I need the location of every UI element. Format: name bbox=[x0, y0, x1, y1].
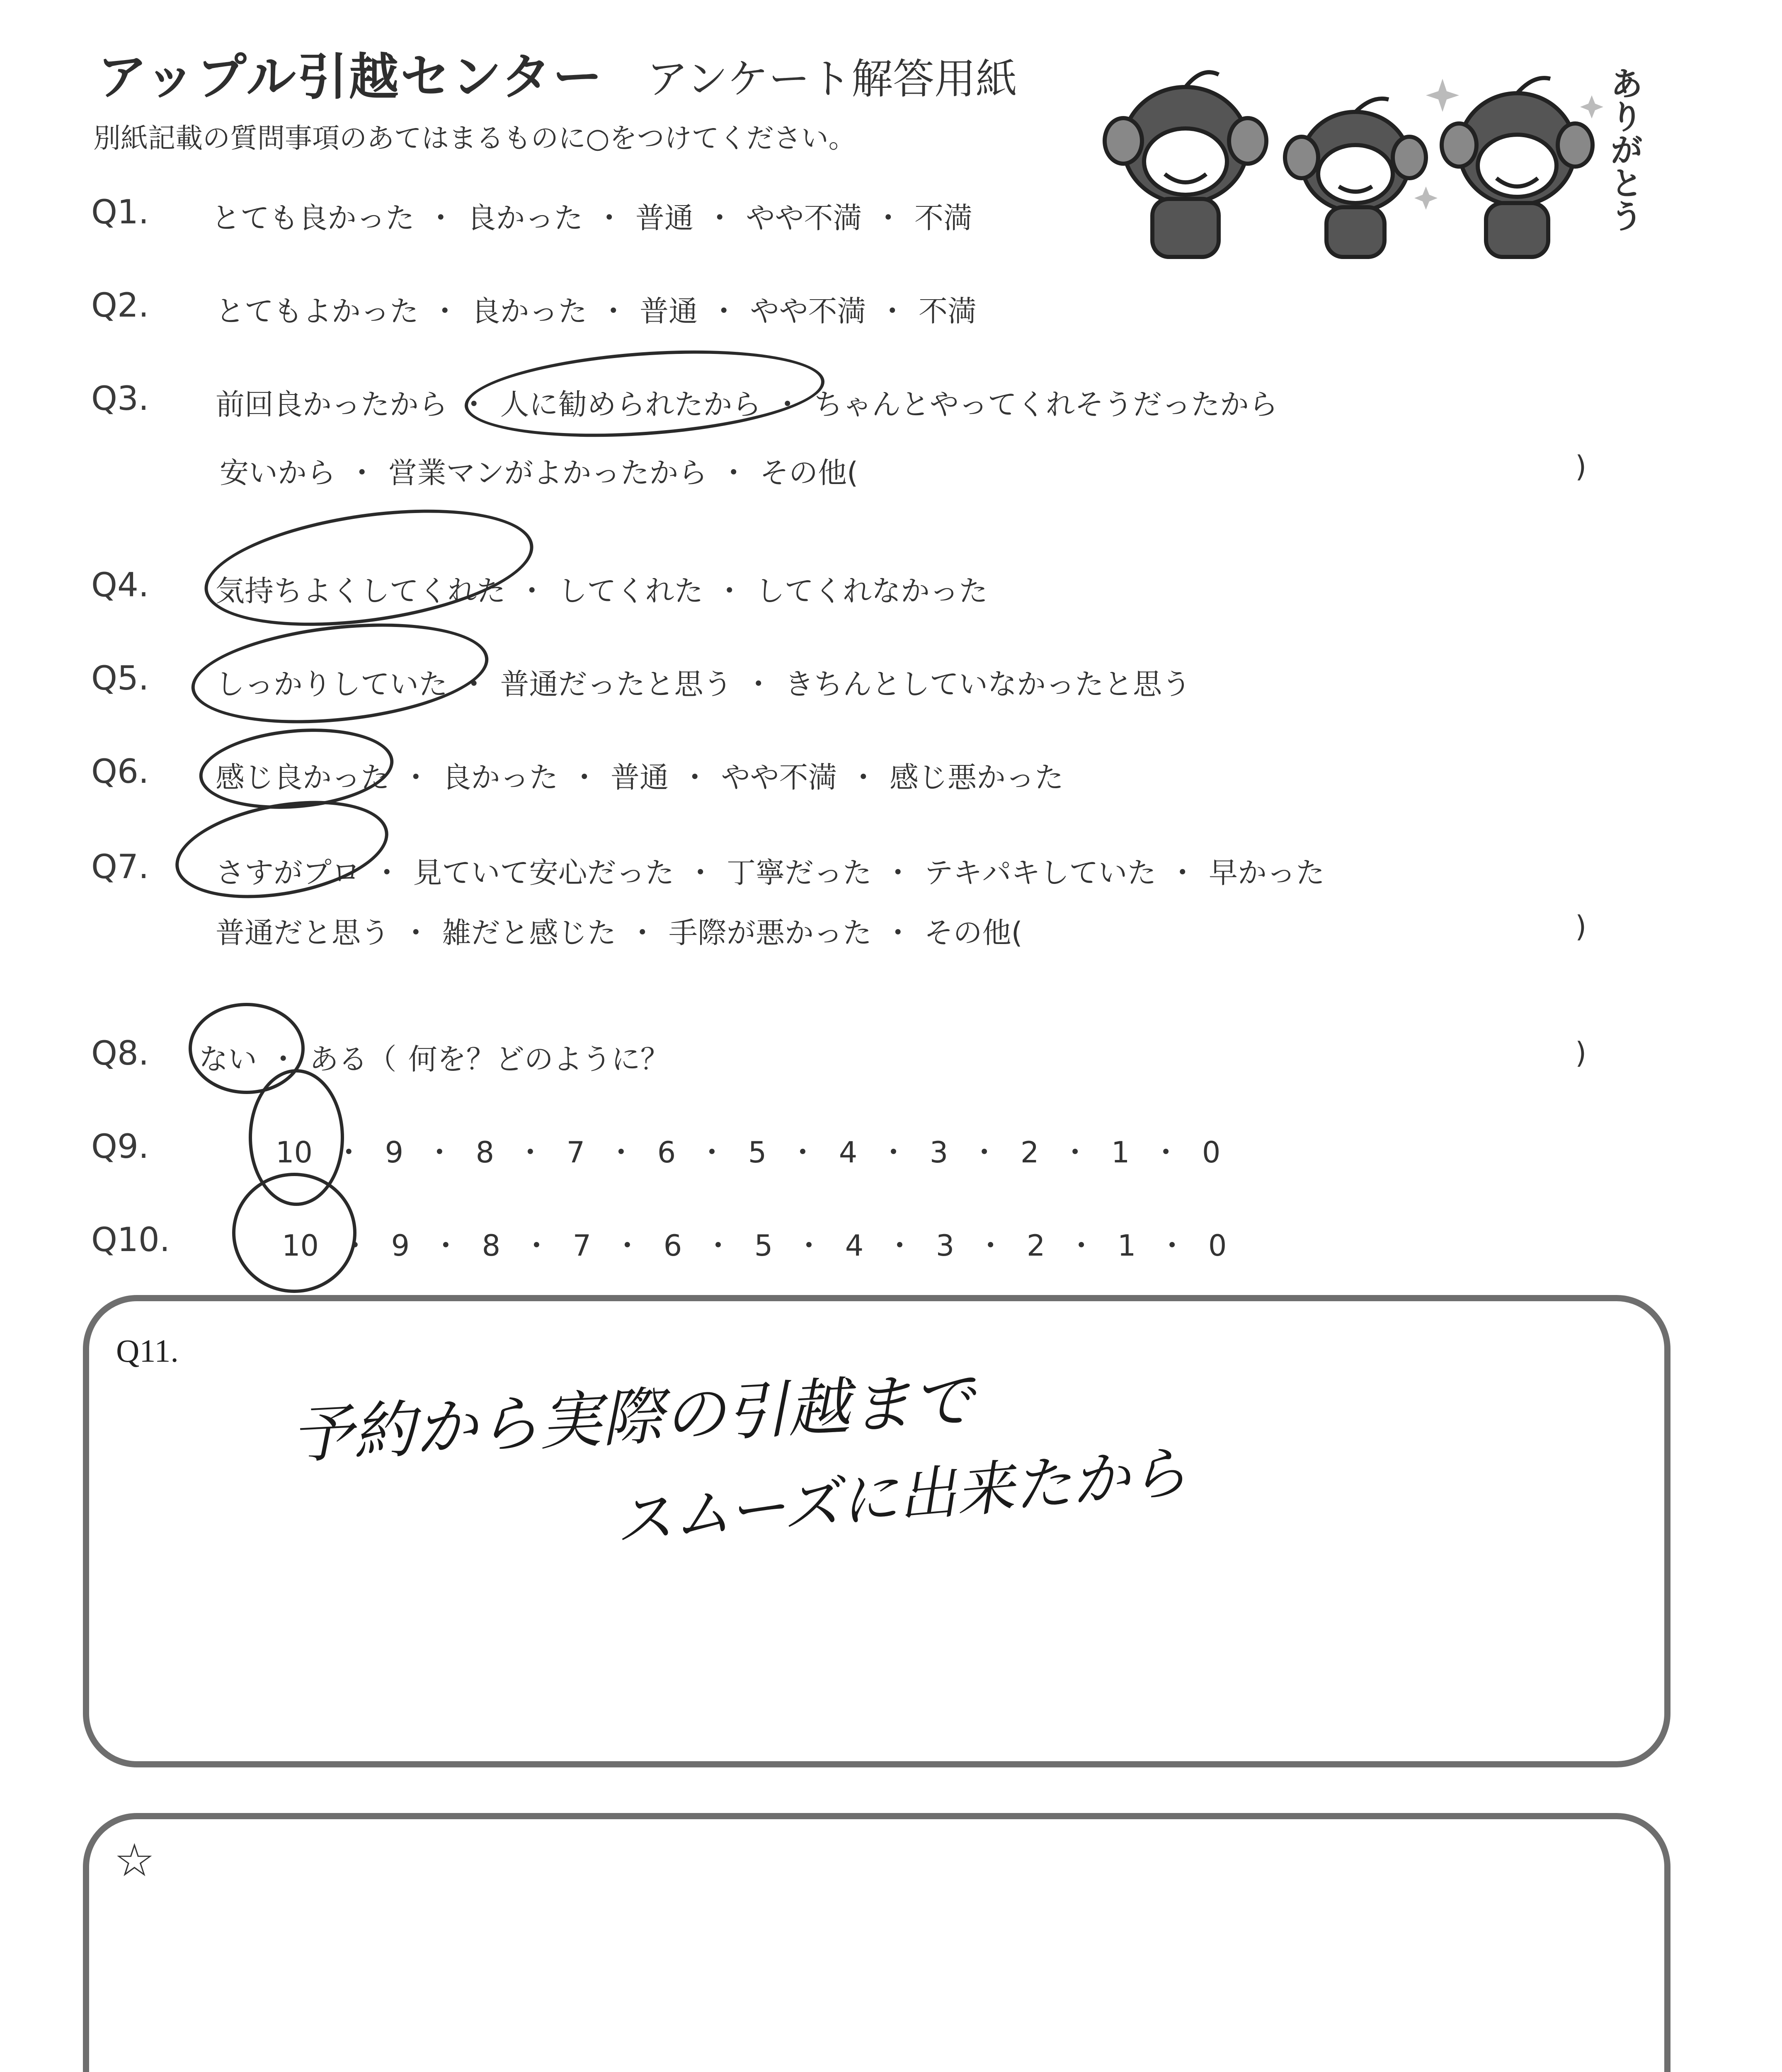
q4-label: Q4. bbox=[91, 566, 149, 604]
q1-label: Q1. bbox=[91, 193, 149, 231]
q10-scale[interactable]: 10 ・ 9 ・ 8 ・ 7 ・ 6 ・ 5 ・ 4 ・ 3 ・ 2 ・ 1 ・ 0 bbox=[282, 1229, 1227, 1263]
q5-options[interactable]: しっかりしていた ・ 普通だったと思う ・ きちんとしていなかったと思う bbox=[216, 667, 1191, 701]
instruction-text: 別紙記載の質問事項のあてはまるものに○をつけてください。 bbox=[93, 122, 856, 154]
q7-options-line2[interactable]: 普通だと思う ・ 雑だと感じた ・ 手際が悪かった ・ その他( bbox=[216, 916, 1023, 950]
q7-close-paren: ) bbox=[1575, 910, 1587, 944]
q6-label: Q6. bbox=[91, 752, 149, 791]
q11-answer-line2[interactable]: スムーズに出来たから bbox=[612, 1438, 1190, 1556]
q7-label: Q7. bbox=[91, 847, 149, 886]
form-subtitle: アンケート解答用紙 bbox=[647, 55, 1017, 103]
q2-label: Q2. bbox=[91, 286, 149, 324]
comment-panel bbox=[83, 1813, 1670, 2072]
q1-options[interactable]: とても良かった ・ 良かった ・ 普通 ・ やや不満 ・ 不満 bbox=[211, 201, 973, 235]
q2-options[interactable]: とてもよかった ・ 良かった ・ 普通 ・ やや不満 ・ 不満 bbox=[216, 294, 977, 328]
star-icon: ☆ bbox=[114, 1834, 155, 1887]
monkey-mascot-illustration bbox=[1094, 54, 1675, 269]
q3-options-line2[interactable]: 安いから ・ 営業マンがよかったから ・ その他( bbox=[220, 456, 858, 490]
q3-label: Q3. bbox=[91, 379, 149, 418]
q8-close-paren: ) bbox=[1575, 1036, 1587, 1070]
q8-options[interactable]: ない ・ ある（ 何を？どのように？ bbox=[199, 1042, 669, 1076]
answer-circle-q3 bbox=[462, 340, 827, 448]
q4-options[interactable]: 気持ちよくしてくれた ・ してくれた ・ してくれなかった bbox=[216, 574, 988, 608]
q9-scale[interactable]: 10 ・ 9 ・ 8 ・ 7 ・ 6 ・ 5 ・ 4 ・ 3 ・ 2 ・ 1 ・ 0 bbox=[276, 1135, 1221, 1169]
q3-options-line1[interactable]: 前回良かったから ・ 人に勧められたから ・ ちゃんとやってくれそうだったから bbox=[216, 387, 1278, 421]
q6-options[interactable]: 感じ良かった ・ 良かった ・ 普通 ・ やや不満 ・ 感じ悪かった bbox=[216, 760, 1064, 794]
q11-answer-line1[interactable]: 予約から実際の引越まで bbox=[289, 1364, 976, 1472]
q10-label: Q10. bbox=[91, 1220, 170, 1259]
answer-circle-q5 bbox=[187, 610, 493, 736]
q5-label: Q5. bbox=[91, 659, 149, 697]
answer-circle-q4 bbox=[197, 491, 541, 644]
brand-title: アップル引越センター bbox=[97, 48, 604, 106]
q11-label: Q11. bbox=[116, 1333, 179, 1369]
q3-close-paren: ) bbox=[1575, 450, 1587, 484]
q7-options-line1[interactable]: さすがプロ ・ 見ていて安心だった ・ 丁寧だった ・ テキパキしていた ・ 早かった bbox=[216, 856, 1325, 890]
thanks-text: ありがとう bbox=[1605, 66, 1643, 232]
q8-label: Q8. bbox=[91, 1034, 149, 1072]
answer-circle-q10 bbox=[232, 1173, 356, 1293]
q9-label: Q9. bbox=[91, 1127, 149, 1166]
answer-circle-q7 bbox=[168, 786, 396, 913]
